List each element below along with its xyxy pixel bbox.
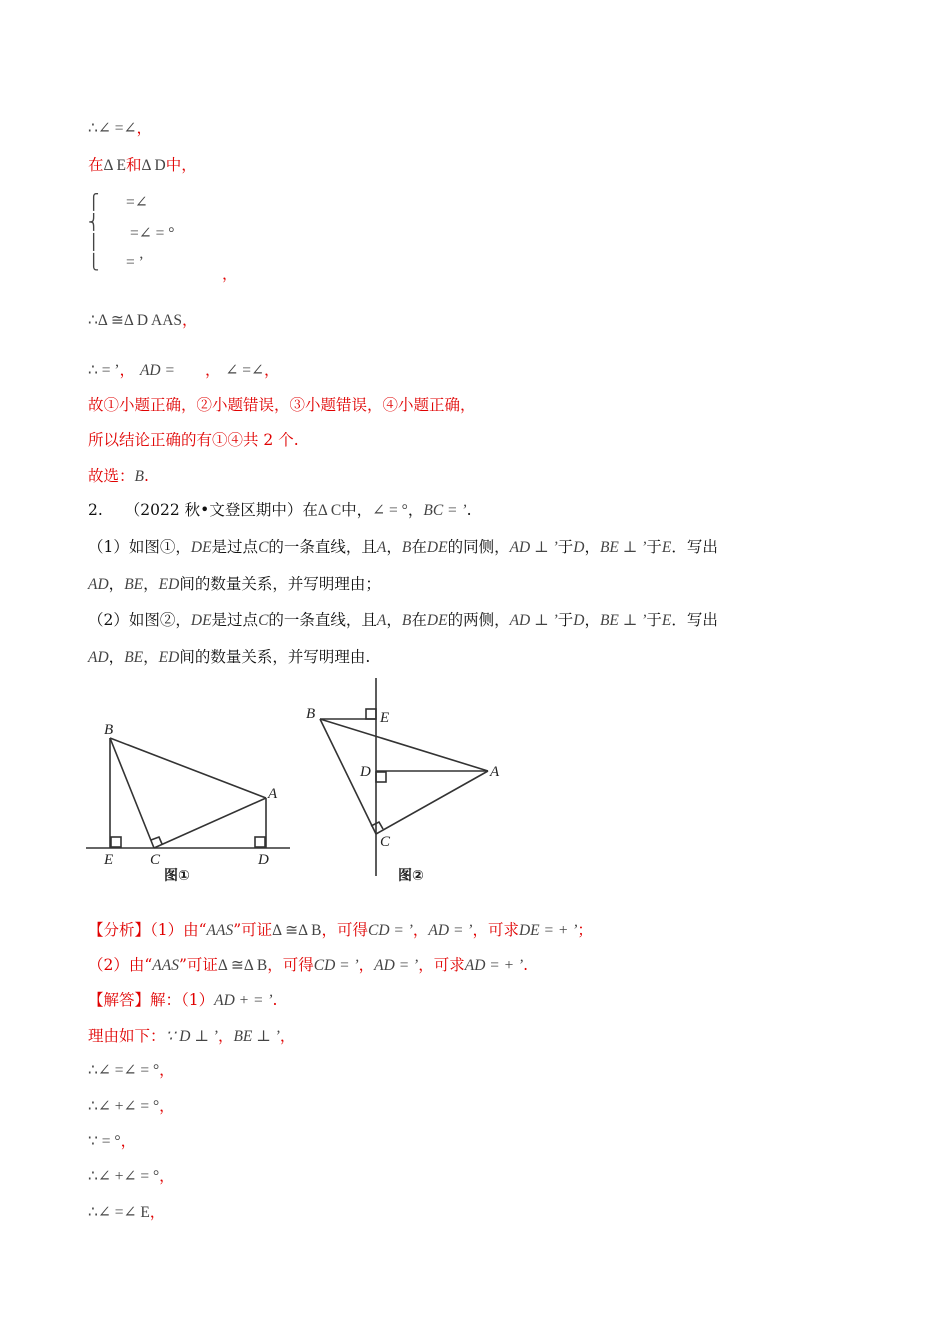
figure-1-diagram bbox=[84, 718, 296, 888]
text: 中， bbox=[341, 501, 373, 519]
math-expr: DE bbox=[190, 612, 212, 629]
math-expr: D bbox=[573, 539, 585, 556]
math-expr: DE bbox=[426, 612, 448, 629]
punct: ， bbox=[182, 311, 198, 329]
text: 于 bbox=[557, 538, 574, 556]
math-expr: Δ ≅Δ B bbox=[272, 922, 322, 939]
math-expr: ∴∠ =∠ E bbox=[88, 1204, 150, 1221]
step-angle-equal bbox=[88, 118, 152, 139]
text: ， bbox=[412, 921, 429, 939]
text: ， bbox=[358, 956, 375, 974]
math-expr: AD ⊥ ’ bbox=[509, 539, 558, 556]
text: 在 bbox=[88, 156, 104, 174]
system-end-punct: ， bbox=[222, 265, 238, 283]
label-e: E bbox=[380, 710, 390, 726]
math-expr: ∵ = ° bbox=[88, 1133, 121, 1150]
question-number: 2. bbox=[88, 501, 103, 519]
math-expr: BE ⊥ ’ bbox=[599, 539, 647, 556]
math-expr: AD bbox=[88, 576, 109, 593]
math-expr: ∴∠ +∠ = ° bbox=[88, 1168, 160, 1185]
right-angle-mark-d bbox=[255, 837, 265, 847]
text: 的一条直线，且 bbox=[268, 538, 377, 556]
reason-line-4 bbox=[88, 1131, 136, 1152]
text: 理由如下： bbox=[88, 1027, 166, 1045]
math-expr: A bbox=[376, 612, 387, 629]
math-expr: AAS bbox=[152, 957, 179, 974]
text: 的同侧， bbox=[447, 538, 510, 556]
equation-system-brace: ⎧ ⎨ ⎪ ⎩ bbox=[88, 193, 100, 271]
math-expr: AAS bbox=[206, 922, 234, 939]
figure-2-diagram bbox=[300, 676, 510, 888]
math-expr: AD + = ’ bbox=[214, 992, 273, 1009]
text: ， bbox=[217, 1027, 234, 1045]
math-expr: AD bbox=[88, 649, 109, 666]
math-expr: Δ ≅Δ B bbox=[217, 957, 268, 974]
text: 【分析】（1）由“ bbox=[88, 921, 207, 939]
math-expr: ∵ D ⊥ ’ bbox=[165, 1028, 218, 1045]
math-expr: BE bbox=[124, 576, 144, 593]
label-d: D bbox=[360, 764, 371, 780]
math-expr: ∴Δ ≅Δ D AAS bbox=[88, 312, 183, 329]
math-expr: DE = + ’ bbox=[518, 922, 578, 939]
text: 间的数量关系，并写明理由. bbox=[179, 648, 371, 666]
question-2-part-2-line-2 bbox=[88, 647, 370, 668]
math-expr: AD ⊥ ’ bbox=[509, 612, 558, 629]
math-expr: BE ⊥ ’ bbox=[599, 612, 647, 629]
math-expr: CD = ’ bbox=[313, 957, 359, 974]
segment-ca bbox=[376, 771, 488, 834]
text: 和 bbox=[125, 156, 142, 174]
step-congruence bbox=[88, 310, 198, 331]
text: （2022 秋•文登区期中）在 bbox=[124, 501, 318, 519]
text: 于 bbox=[646, 538, 662, 556]
math-expr: C bbox=[258, 612, 269, 629]
math-expr: ∴∠ =∠ = ° bbox=[88, 1062, 160, 1079]
math-expr: AD = ’ bbox=[428, 922, 473, 939]
text: 的一条直线，且 bbox=[268, 611, 377, 629]
system-line-2: =∠ = ° bbox=[130, 225, 175, 242]
step-in-triangles bbox=[88, 155, 197, 176]
right-angle-mark-e bbox=[111, 837, 121, 847]
text: ．写出 bbox=[671, 611, 718, 629]
math-expr: D bbox=[573, 612, 585, 629]
text: ， bbox=[386, 538, 402, 556]
math-expr: AD = bbox=[139, 362, 175, 379]
text: 在 bbox=[411, 611, 427, 629]
math-expr: ∠ =∠ bbox=[225, 362, 265, 379]
text: ； bbox=[577, 921, 593, 939]
math-expr: ∠ = ° bbox=[372, 502, 408, 519]
conclusion-count-line: 所以结论正确的有①④共 2 个. bbox=[88, 431, 299, 449]
text: ， bbox=[143, 648, 159, 666]
math-expr: AD = ’ bbox=[374, 957, 419, 974]
reason-line-6 bbox=[88, 1202, 165, 1223]
math-expr: AD = + ’ bbox=[464, 957, 524, 974]
question-2-part-1-line-2 bbox=[88, 574, 381, 595]
math-expr: BE ⊥ ’ bbox=[233, 1028, 280, 1045]
math-expr: A bbox=[376, 539, 387, 556]
text: ， bbox=[108, 575, 125, 593]
text: ， bbox=[279, 1027, 296, 1045]
text: . bbox=[466, 501, 472, 519]
text: ， bbox=[584, 611, 600, 629]
label-a: A bbox=[268, 786, 278, 802]
math-expr: Δ C bbox=[317, 502, 342, 519]
text: ， bbox=[407, 501, 424, 519]
math-expr: DE bbox=[190, 539, 212, 556]
punct: ， bbox=[159, 1097, 175, 1115]
text: 的两侧， bbox=[447, 611, 510, 629]
text: 故选： bbox=[88, 467, 135, 485]
text: ， bbox=[108, 648, 125, 666]
math-expr: BE bbox=[124, 649, 144, 666]
analysis-line-1 bbox=[88, 920, 593, 941]
right-angle-mark-e bbox=[366, 709, 376, 719]
punct: ， bbox=[120, 1132, 137, 1150]
text: ， bbox=[386, 611, 402, 629]
punct: ， bbox=[119, 361, 136, 379]
figure-2-caption: 图② bbox=[398, 868, 424, 884]
math-expr: ED bbox=[158, 649, 180, 666]
text: 中， bbox=[165, 156, 197, 174]
segment-bc bbox=[110, 738, 154, 848]
reason-line-2 bbox=[88, 1060, 175, 1081]
text: （2）如图②， bbox=[88, 611, 191, 629]
text: 于 bbox=[557, 611, 574, 629]
punct: ， bbox=[136, 119, 152, 137]
math-expr: ED bbox=[158, 576, 180, 593]
text: ．写出 bbox=[671, 538, 718, 556]
math-expr: Δ D bbox=[141, 157, 166, 174]
text: ， bbox=[143, 575, 159, 593]
text: ， bbox=[584, 538, 600, 556]
text: 是过点 bbox=[211, 538, 259, 556]
text: ，可得 bbox=[321, 921, 368, 939]
text: ，可得 bbox=[267, 956, 314, 974]
math-expr: Δ E bbox=[103, 157, 126, 174]
reason-line-3 bbox=[88, 1096, 175, 1117]
answer-choice-line bbox=[88, 466, 149, 487]
text: 是过点 bbox=[211, 611, 259, 629]
analysis-line-2 bbox=[88, 955, 528, 976]
reason-line-5 bbox=[88, 1166, 175, 1187]
text: ，可求 bbox=[472, 921, 519, 939]
math-expr: DE bbox=[426, 539, 448, 556]
text: 间的数量关系，并写明理由； bbox=[179, 575, 381, 593]
math-expr: E bbox=[661, 612, 672, 629]
text: ”可证 bbox=[178, 956, 218, 974]
judgement-line: 故①小题正确，②小题错误，③小题错误，④小题正确， bbox=[88, 396, 476, 414]
punct: ， bbox=[159, 1167, 175, 1185]
label-c: C bbox=[150, 852, 161, 868]
math-expr: B bbox=[401, 539, 412, 556]
math-expr: ∴∠ =∠ bbox=[88, 120, 137, 137]
system-line-1: =∠ bbox=[126, 194, 148, 211]
segment-ba bbox=[320, 719, 488, 771]
punct: ， bbox=[159, 1061, 175, 1079]
label-a: A bbox=[490, 764, 500, 780]
question-2-header bbox=[88, 500, 472, 521]
label-b: B bbox=[306, 706, 316, 722]
text: ”可证 bbox=[233, 921, 273, 939]
text: （1）如图①， bbox=[88, 538, 191, 556]
text: 【解答】解：（1） bbox=[88, 991, 215, 1009]
step-conclusions bbox=[88, 360, 280, 381]
figure-1-caption: 图① bbox=[164, 868, 190, 884]
label-d: D bbox=[258, 852, 269, 868]
text: . bbox=[272, 991, 278, 1009]
solution-line bbox=[88, 990, 277, 1011]
segment-ca bbox=[154, 798, 266, 848]
question-2-part-2-line-1 bbox=[88, 610, 718, 631]
math-expr: B bbox=[401, 612, 412, 629]
label-c: C bbox=[380, 834, 391, 850]
math-expr: BC = ’ bbox=[423, 502, 467, 519]
text: . bbox=[523, 956, 529, 974]
math-expr: B bbox=[134, 468, 144, 485]
right-angle-mark-d bbox=[376, 772, 386, 782]
text: 在 bbox=[411, 538, 427, 556]
text: （2）由“ bbox=[88, 956, 153, 974]
punct: ， bbox=[204, 361, 221, 379]
text: 于 bbox=[646, 611, 662, 629]
label-e: E bbox=[104, 852, 114, 868]
math-expr: ∴ = ’ bbox=[88, 362, 120, 379]
system-line-3: = ’ bbox=[126, 254, 144, 271]
punct: ， bbox=[264, 361, 280, 379]
math-expr: ∴∠ +∠ = ° bbox=[88, 1098, 160, 1115]
reason-line-1 bbox=[88, 1026, 295, 1047]
text: ，可求 bbox=[418, 956, 465, 974]
math-expr: E bbox=[661, 539, 672, 556]
question-2-part-1-line-1 bbox=[88, 537, 718, 558]
text: . bbox=[143, 467, 149, 485]
math-expr: CD = ’ bbox=[368, 922, 413, 939]
punct: ， bbox=[149, 1203, 166, 1221]
label-b: B bbox=[104, 722, 114, 738]
math-expr: C bbox=[258, 539, 269, 556]
segment-ba bbox=[110, 738, 266, 798]
